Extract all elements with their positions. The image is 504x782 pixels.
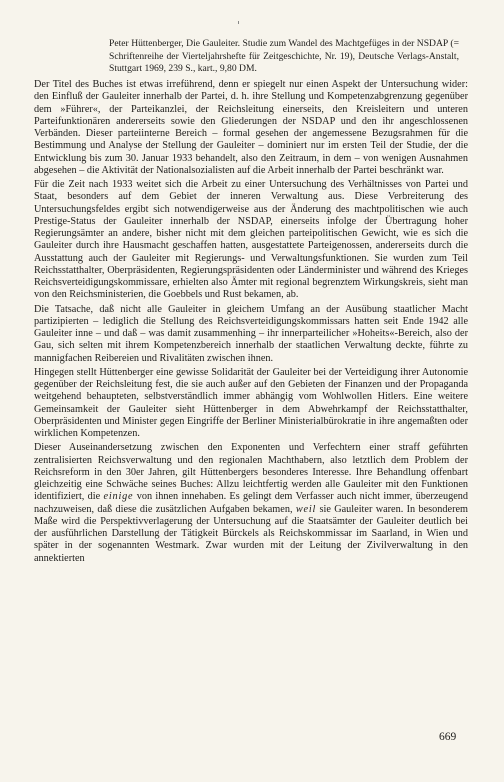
scan-speck (238, 21, 239, 24)
paragraph-2: Für die Zeit nach 1933 weitet sich die Arbeit zu einer Untersuchung des Verhältnisses von Partei und Staat, besonders auf dem Gebiet der inneren Verwaltung aus. Diese Verbreiterung des Untersuchungsfeldes ergibt sich notwendigerweise aus der Änderung des machtpolitischen wie auch Prestige-Status der Gauleiter innerhalb der NSDAP, einerseits infolge der Übertragung hoher Regierungsämter an andere, bisher nicht mit dem gleichen parteipolitischen Gewicht, wie es sich die Gauleiter durch ihre Hausmacht geschaffen hatten, ausgestattete Parteigenossen, andererseits durch die Ausstattung auch der Gauleiter mit Regierungs- und Verwaltungsfunktionen. Sie wurden zum Teil Reichsstatthalter, Oberpräsidenten, Regierungspräsidenten oder Länderminister und während des Krieges Reichsverteidigungskommissare, erhielten also Ämter mit regional begrenztem Wirkungskreis, sieht man von den Reichsministerien, die Goebbels und Rust bekamen, ab. (34, 179, 468, 301)
paragraph-3: Die Tatsache, daß nicht alle Gauleiter in gleichem Umfang an der Ausübung staatlicher Macht partizipierten – lediglich die Stellung des Reichsverteidigungskommissars hatten seit Ende 1942 alle Gauleiter inne – und daß – was damit zusammenhing – ihr innerparteilicher »Hoheits«-Bereich, also der Gau, sich selten mit ihrem Kompetenzbereich innerhalb der staatlichen Verwaltung deckte, führte zu mannigfachen Reibereien und Rivalitäten zwischen ihnen. (34, 303, 468, 364)
paragraph-5 (34, 442, 468, 565)
emphasis-weil: weil (295, 503, 317, 515)
review-body (34, 79, 468, 567)
paragraph-1: Der Titel des Buches ist etwas irreführend, denn er spiegelt nur einen Aspekt der Untersuchung wider: den Einfluß der Gauleiter innerhalb der Partei, d. h. ihre Stellung und Kompetenzabgrenzung gegenüber dem »Führer«, der Parteikanzlei, der Reichsleitung einerseits, den Kreisleitern und unteren Parteifunktionären andererseits sowie den Gliederungen der NSDAP und den ihr angeschlossenen Verbänden. Dieser parteiinterne Bereich – formal gesehen der angemessene Bezugsrahmen für die Bestimmung und Analyse der Stellung der Gauleiter – dominiert nur im ersten Teil der Studie, der die Entwicklung bis zum 30. Januar 1933 behandelt, also den Zeitraum, in dem – von wenigen Ausnahmen abgesehen – die Aktivität der Nationalsozialisten auf die Arbeit innerhalb der Partei beschränkt war. (34, 79, 468, 176)
paragraph-5-part-2: von ihnen innehaben. Es gelingt dem Verfasser auch nicht immer, überzeugend nachzuweisen, daß diese die zusätzlichen Aufgaben bekamen, (34, 491, 468, 515)
bibliographic-entry: Peter Hüttenberger, Die Gauleiter. Studie zum Wandel des Machtgefüges in der NSDAP (= Schriftenreihe der Vierteljahrshefte für Zeitgeschichte, Nr. 19), Deutsche Verlags-Anstalt, Stuttgart 1969, 239 S., kart., 9,80 DM. (109, 38, 459, 75)
emphasis-einige: einige (103, 491, 134, 503)
paragraph-4: Hingegen stellt Hüttenberger eine gewisse Solidarität der Gauleiter bei der Verteidigung ihrer Autonomie gegenüber der Reichsleitung fest, die sie auch außer auf den Gebieten der Finanzen und der Propaganda weitgehend behaupteten, selbstverständlich immer abhängig vom Wohlwollen Hitlers. Eine weitere Gemeinsamkeit der Gauleiter sieht Hüttenberger in dem Abwehrkampf der Reichsstatthalter, Oberpräsidenten und Minister gegen Eingriffe der Berliner Ministerialbürokratie in ihre angemaßten oder wirklichen Kompetenzen. (34, 366, 468, 439)
page-number: 669 (439, 731, 457, 743)
paragraph-5-part-1: Dieser Auseinandersetzung zwischen den Exponenten und Verfechtern einer straff geführten zentralisierten Reichsverwaltung und den regionalen Machthabern, also letztlich dem Problem der Reichsreform in den 30er Jahren, gilt Hüttenbergers besonderes Interesse. Ihre Behandlung offenbart gleichzeitig eine Schwäche seines Buches: Allzu leichtfertig werden alle Gauleiter mit den Funktionen identifiziert, die (34, 442, 468, 503)
paragraph-5-part-3: sie Gauleiter waren. In besonderem Maße wird die Perspektivverlagerung der Untersuchung auf die Staatsämter der Gauleiter deutlich bei der ausführlichen Darstellung der Tätigkeit Bürckels als Reichskommissar im Saarland, in Wien und später in der sogenannten Westmark. Zwar wurden mit der Leitung der Zivilverwaltung in den annektierten (34, 503, 469, 564)
